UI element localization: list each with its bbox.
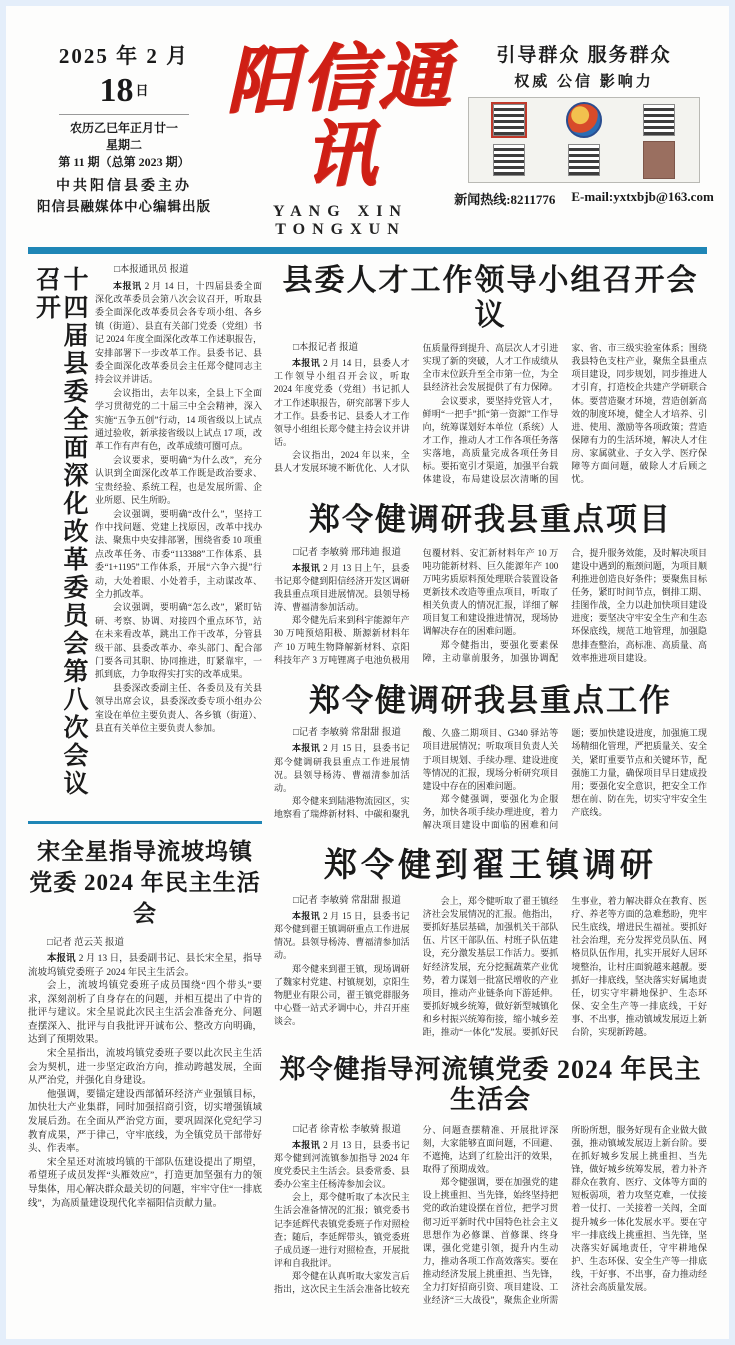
article-title: 郑令健调研我县重点工作: [309, 682, 672, 718]
article-title: 宋全星指导流坡坞镇 党委 2024 年民主生活会: [29, 839, 261, 927]
divider: [28, 821, 262, 824]
article-paragraph: 会议要求，要坚持党管人才，鲜明“一把手”抓“第一资源”工作导向，统筹谋划好本单位（系统）人才工作，推动人才工作各项任务落实落地，高质量完成各项任务目标。要拓宽引才渠道，加强平台载体建设，布局建设层次清晰的国家、省、市三级实验室体系；围绕我县特色支柱产业，聚焦全县重点项目建设，同步规划，同步推进人才引育，打造校企共建产学研联合体。要营造聚才环境，营造创新高效的制度环境，健全人才培养、引进、使用、激励等各项政策；营造保障有力的生活环境，解决人才住房、家属就业、子女入学、医疗保障等方面问题，破除人才后顾之忧。: [422, 343, 707, 485]
article-paragraph: 他强调，要锚定建设西部循环经济产业强镇目标，加快壮大产业集群，同时加强招商引资，切实增强镇域发展后劲。在全面从严治党方面，要巩固深化党纪学习教育成果，严于律己，守牢底线，为全镇党员干部带好头、作表率。: [28, 1089, 262, 1155]
dateline: 本报讯: [292, 562, 321, 573]
qr-code-icon: [643, 104, 675, 136]
article-body: [274, 895, 707, 1039]
article-paragraph: 会上，郑令健听取了翟王镇经济社会发展情况的汇报。他指出，要抓好基层基础，加强机关干部队伍、片区干部队伍、村班子队伍建设，充分激发基层工作活力。要抓好经济发展，充分挖掘蔬菜产业优势，着力谋划一批富民增收的产业项目，推动产业链条向下游延伸。要抓好城乡统筹，做好新型城镇化和乡村振兴统筹衔接，缩小城乡差距，推动“一体化”发展。要抓好民生事业，着力解决群众在教育、医疗、养老等方面的急难愁盼，兜牢民生底线，增进民生福祉。要抓好社会治理，充分发挥党员队伍、网格员队伍作用，扎实开展好人居环境整治，让村庄面貌越来越靓。要抓好一排底线，坚决落实好属地责任，切实守牢耕地保护、生态环保、安全生产等一排底线，干好事、不出事，推动镇域发展迈上新台阶，实现新跨越。: [422, 896, 707, 1037]
article-byline: □记者 李敏骑 邢玮迪 报道: [293, 547, 401, 558]
article-key-work: [274, 683, 707, 832]
weekday: 星期二: [105, 138, 142, 152]
qr-codes-panel: [468, 97, 700, 183]
article-paragraph: 郑令健强调，要在加强党的建设上挑重担、当先锋，始终坚持把党的政治建设摆在首位，把学习贯彻习近平新时代中国特色社会主义思想作为必修课、首修课、终身课，强化党建引领，提升内生动力，推动各项工作高效落实。要在推动经济发展上挑重担、当先锋，全力打好招商引资、项目建设、工业经济“三大战役”，聚焦企业所需所盼所想，服务好现有企业做大做强，推动镇域发展迈上新台阶。要在抓好城乡发展上挑重担、当先锋，做好城乡统筹发展，着力补齐群众在教育、医疗、文体等方面的短板弱项，着力攻坚克难，一仗接着一仗打、一关接着一关闯，全面提升城乡一体化发展水平。要在守牢一排底线上挑重担、当先锋，坚决落实好属地责任，守牢耕地保护、生态环保、安全生产等一排底线，干好事、不出事，奋力推动经济社会高质量发展。: [422, 1124, 707, 1306]
contact-line: [454, 189, 714, 208]
article-paragraph: 本报讯 2 月 14 日，十四届县委全面深化改革委员会第八次会议召开，听取县委全面深化改革委员会各专项小组、各乡镇（街道）、县直有关部门党委（党组）书记 2024 年度全面深化改革工作述职报告，安排部署下一步改革工作。县委书记、县委全面深化改革委员会主任郑令健同志主持会议并讲话。: [95, 280, 262, 385]
article-paragraph: 郑令健在认真听取大家发言后指出，这次民主生活会准备比较充分、问题查摆精准、开展批评深刻，大家能够直面问题，不回避、不遮掩，达到了红脸出汗的效果，取得了预期成效。: [274, 1124, 559, 1294]
article-byline: □记者 李敏骑 常甜甜 报道: [293, 728, 401, 739]
article-paragraph: 会议强调，要明确“改什么”，坚持工作中找问题、党建上找原因，改革中找办法、聚焦中央安排部署，围绕省委 10 项重点改革任务、市委“113388”工作体系、县委“1+1195”工作体系，开展“六争六提”行动，大处着眼、小处着手，主动谋改革、全力抓改革。: [95, 508, 262, 599]
article-title: 郑令健指导河流镇党委 2024 年民主生活会: [279, 1055, 702, 1114]
dateline: 本报讯: [292, 1139, 321, 1150]
article-talent-work-group: [274, 264, 707, 486]
issue-number: 第 11 期（总第 2023 期）: [58, 155, 190, 169]
dateline: 本报讯: [292, 358, 321, 369]
article-paragraph: 宋全星指出，流坡坞镇党委班子要以此次民主生活会为契机，进一步坚定政治方向，推动跨越发展，全面从严治党，并强化自身建设。: [28, 1049, 262, 1087]
newspaper-title: 阳信通讯: [224, 36, 455, 196]
article-title: 县委人才工作领导小组召开会议: [282, 264, 699, 332]
publisher: 阳信县融媒体中心编辑出版: [37, 199, 211, 214]
logo-badge-icon: [566, 102, 602, 138]
article-paragraph: 会议强调，要明确“怎么改”，紧盯钻研、考察、协调、对接四个重点环节，站在未来看改革，跳出工作干改革，分管县级干部、县委改革办、牵头部门、配合部门要各司其职、协同推进，盯紧靠牢，一抓到底，力争取得实打实的改革成果。: [95, 602, 262, 680]
front-page-content: [28, 264, 707, 1323]
article-paragraph: 本报讯 2 月 13 日，县委副书记、县长宋全星，指导流坡坞镇党委班子 2024 年民主生活会。: [28, 953, 262, 978]
article-paragraph: 会上，流坡坞镇党委班子成员围绕“四个带头”要求，深刻剖析了自身存在的问题，并相互提出了中肯的批评与建议。宋全星说此次民主生活会准备充分、问题查摆深入、批评与自我批评开诚布公、整改方向明确，达到了预期效果。: [28, 981, 262, 1046]
publication-date: 2025 年 2 月: [58, 44, 190, 68]
article-body: [274, 547, 707, 667]
right-column: [274, 264, 707, 1323]
article-body: [95, 264, 262, 811]
article-key-projects: [274, 502, 707, 666]
masthead-right: [454, 40, 714, 208]
newspaper-title-latin: YANG XIN TONGXUN: [273, 203, 408, 239]
article-paragraph: 本报讯 2 月 15 日，县委书记郑令健调研我县重点工作进展情况。县领导杨涛、曹福清参加活动。: [274, 743, 410, 793]
masthead-rule: [28, 247, 707, 254]
organizer: 中共阳信县委主办: [56, 179, 192, 194]
article-title: 郑令健调研我县重点项目: [309, 502, 672, 538]
dateline: 本报讯: [47, 953, 76, 964]
email: E-mail:yxtxbjb@163.com: [571, 189, 714, 204]
qr-code-icon: [493, 104, 525, 136]
article-byline: □本报记者 报道: [293, 343, 359, 354]
dateline: 本报讯: [292, 911, 321, 922]
article-paragraph: 郑令健指出，要强化要素保障，主动靠前服务，加强协调配合，提升服务效能，及时解决项目建设中遇到的瓶颈问题，为项目顺利推进创造良好条件；要聚焦目标任务，紧盯时间节点，倒排工期、挂图作战，全力以赴加快项目建设进度；要坚决守牢安全生产和生态环保底线，规范工地管理，加强隐患排查整治，高标准、高质量、高效率推进项目建设。: [422, 547, 707, 663]
article-body: [274, 727, 707, 832]
seal-badge-icon: [643, 141, 675, 179]
article-paragraph: 本报讯 2 月 14 日，县委人才工作领导小组召开会议，听取 2024 年度党委（党组）书记抓人才工作述职报告，研究部署下步人才工作。县委书记、县委人才工作领导小组组长郑令健主持会议并讲话。: [274, 358, 410, 447]
day-number: 18 $^日$: [99, 72, 149, 109]
article-plenary-session: [28, 264, 262, 811]
article-paragraph: 会上，郑令健听取了本次民主生活会准备情况的汇报；镇党委书记李延辉代表镇党委班子作对照检查；随后，李延辉带头，镇党委班子成员逐一进行对照检查，开展批评和自我批评。: [274, 1192, 410, 1268]
article-body: [274, 1124, 707, 1307]
dateline: 本报讯: [292, 743, 321, 754]
article-byline: □本报通讯员 报道: [114, 265, 189, 276]
article-paragraph: 郑令健来到陆港物流园区，实地察看了瑞烨新材料、中碳和聚乳酸、久盛二期项目、G340 驿站等项目进展情况；听取项目负责人关于项目规划、手续办理、建设进度等情况的汇报，现场分析研究项目建设中存在的困难问题。: [274, 728, 559, 819]
article-paragraph: 会议要求，要明确“为什么改”，充分认识到全面深化改革工作既是政治要求、宝贵经验、系统工程，也是发展所需、企业所愿、民生所盼。: [95, 454, 262, 506]
article-paragraph: 会议指出，2024 年以来，全县人才发展环境不断优化、人才队伍质量得到提升、高层次人才引进实现了新的突破，人才工作成绩从全市末位跃升至全市第一位，为全县经济社会发展提供了有力保障。: [274, 343, 559, 474]
dateline: 本报讯: [113, 280, 142, 291]
vertical-headline: 十四届县委全面深化改革委员会第八次会议召开: [32, 266, 88, 799]
article-byline: □记者 李敏骑 常甜甜 报道: [293, 896, 401, 907]
article-paragraph: 本报讯 2 月 13 日，县委书记郑令健到河流镇参加指导 2024 年度党委民主生活会。县委常委、县委办公室主任杨涛参加会议。: [274, 1139, 410, 1190]
article-paragraph: 宋全星还对流坡坞镇的干部队伍建设提出了期望，希望班子成员发挥“头雁效应”，打造更加坚强有力的领导集体，用心解决群众最关切的问题，牢牢守住“一排底线”，为高质量建设现代化幸福阳信贡献力量。: [28, 1157, 262, 1209]
article-zhaiwang-town-visit: [274, 848, 707, 1039]
article-heliu-town-meeting: [274, 1055, 707, 1307]
qr-code-icon: [568, 144, 600, 176]
article-byline: □记者 范云芙 报道: [47, 938, 124, 949]
article-paragraph: 本报讯 2 月 13 日上午，县委书记郑令健到阳信经济开发区调研我县重点项目进展情况。县领导杨涛、曹福清参加活动。: [274, 562, 410, 613]
article-paragraph: 郑令健强调，要强化为企服务，加快各项手续办理进度，着力解决项目建设中面临的困难和问题；要加快建设进度，加强施工现场精细化管理，严把质量关、安全关，紧盯重要节点和关键环节，配强施工力量，确保项目早日建成投用；要强化安全意识，把安全工作想在前、防在先，切实守牢安全生产底线。: [422, 728, 707, 830]
brand-block: [220, 36, 461, 239]
article-paragraph: 郑令健来到翟王镇，现场调研了魏家村党建、村镇规划，京阳生物肥业有限公司，翟王镇党群服务中心暨一站式矛调中心，并召开座谈会。: [274, 963, 410, 1026]
article-body: [274, 342, 707, 486]
article-paragraph: 县委深改委副主任、各委员及有关县领导出席会议，县委深改委专项小组办公室设在单位主要负责人、各乡镇（街道）、县直有关单位主要负责人参加。: [95, 682, 262, 733]
article-paragraph: 本报讯 2 月 15 日，县委书记郑令健到翟王镇调研重点工作进展情况。县领导杨涛、曹福清参加活动。: [274, 911, 410, 961]
left-column: [28, 264, 262, 1323]
lunar-date: 农历乙巳年正月廿一: [69, 121, 178, 135]
article-paragraph: 会议指出，去年以来，全县上下全面学习贯彻党的二十届三中全会精神，深入实施“五争五创”行动，14 项省级以上试点通过验收，新承接省级以上试点 17 项，改革工作有声有色，改革成绩可圈可点。: [95, 387, 262, 452]
slogan-primary: 引导群众 服务群众: [496, 45, 672, 66]
date-block: [28, 40, 220, 215]
hotline: 新闻热线:8211776: [454, 192, 556, 207]
divider: [59, 114, 189, 115]
article-paragraph: 郑令健先后来到科宇能源年产 30 万吨预焙阳极、斯源新材料年产 10 万吨生物降解新材料、京阳科技年产 3 万吨锂离子电池负极用包覆材料、安汇新材料年产 10 万吨功能新材料、巨久能源年产 100 万吨劣质原料预处理联合装置设备更新技术改造等重点项目，听取了相关负责人的情况汇报，详细了解项目复工和建设推进情况，现场协调解决存在的困难问题。: [274, 547, 559, 665]
qr-code-icon: [493, 144, 525, 176]
article-title: 郑令健到翟王镇调研: [324, 848, 657, 885]
article-songquanxing-meeting: [28, 836, 262, 1211]
masthead: [28, 36, 714, 239]
article-body: [28, 937, 262, 1211]
slogan-secondary: 权威 公信 影响力: [514, 74, 654, 90]
article-byline: □记者 徐青松 李敏骑 报道: [293, 1124, 401, 1135]
